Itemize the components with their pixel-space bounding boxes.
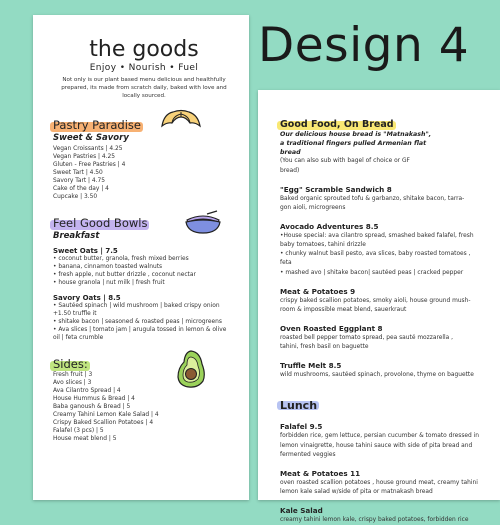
bread-item-name: Truffle Melt 8.5	[280, 361, 342, 371]
bread-items	[280, 185, 488, 381]
side-item: Ava Cilantro Spread | 4	[53, 387, 121, 394]
pastry-item: Cake of the day | 4	[53, 186, 109, 193]
bread-section	[280, 112, 488, 380]
bread-item	[280, 185, 488, 213]
savory-oats-item: +1.50 truffle it	[53, 310, 97, 317]
lunch-item-desc: forbidden rice, gem lettuce, persian cucumber & tomato dressed in	[280, 433, 480, 440]
savory-oats-title: Savory Oats | 8.5	[53, 293, 121, 302]
sides-section	[53, 353, 235, 444]
brand-name: the goods	[89, 37, 199, 62]
lunch-item-desc: lemon kale salad w/side of pita or matnakash bread	[280, 488, 433, 495]
lunch-item-desc: oven roasted scallion potatoes , house ground meat, creamy tahini	[280, 479, 478, 486]
side-item: Avo slices | 3	[53, 379, 92, 386]
bread-item	[280, 324, 488, 352]
design-title: Design 4	[258, 18, 470, 73]
sweet-oats-list	[53, 256, 235, 288]
pastry-item: Gluten - Free Pastries | 4	[53, 162, 126, 169]
bread-subtitle	[280, 131, 488, 157]
bread-note-line: (You can also sub with bagel of choice or GF	[280, 158, 410, 165]
side-item: Creamy Tahini Lemon Kale Salad | 4	[53, 411, 159, 418]
bread-item-desc: roasted bell pepper tomato spread, pea sauté mozzarella ,	[280, 334, 453, 341]
bread-item-name: Meat & Potatoes 9	[280, 286, 356, 296]
lunch-item-desc: creamy tahini lemon kale, crispy baked potatoes, forbidden rice	[280, 517, 469, 524]
lunch-item-name: Kale Salad	[280, 506, 323, 516]
sweet-oats-item: • banana, cinnamon toasted walnuts	[53, 264, 163, 271]
pastry-subtitle: Sweet & Savory	[53, 133, 129, 144]
bowls-section	[53, 212, 235, 343]
pastry-item: Sweet Tart | 4.50	[53, 170, 103, 177]
bread-item-desc: • chunky walnut basil pesto, ava slices, baby roasted tomatoes ,	[280, 251, 471, 258]
lunch-items	[280, 422, 488, 525]
menu-page-left	[33, 15, 249, 500]
lunch-item-name: Meat & Potatoes 11	[280, 468, 361, 478]
side-item: Fresh fruit | 3	[53, 371, 93, 378]
bread-item-name: Oven Roasted Eggplant 8	[280, 323, 383, 333]
bread-subtitle-line: Our delicious house bread is "Matnakash",	[280, 131, 432, 138]
bread-item-desc: feta	[280, 260, 292, 267]
intro-text: Not only is our plant based menu delicious and healthfully prepared, its made from scratch daily, baked with love and locally sourced.	[61, 77, 227, 100]
lunch-item-desc: fermented veggies	[280, 451, 336, 458]
bread-item-name: Avocado Adventures 8.5	[280, 222, 379, 231]
side-item: House Hummus & Bread | 4	[53, 395, 135, 402]
savory-oats-list	[53, 303, 235, 343]
pastry-item: Vegan Croissants | 4.25	[53, 146, 123, 153]
side-item: Falafel (3 pcs) | 5	[53, 427, 104, 434]
sweet-oats-item: • house granola | nut milk | fresh fruit	[53, 280, 165, 287]
pastry-item: Vegan Pastries | 4.25	[53, 154, 116, 161]
tagline: Enjoy • Nourish • Fuel	[89, 63, 199, 73]
lunch-section	[280, 394, 488, 525]
bowls-title: Feel Good Bowls	[53, 216, 148, 231]
lunch-item	[280, 469, 488, 497]
sweet-oats-item: • fresh apple, nut butter drizzle , coconut nectar	[53, 272, 196, 279]
lunch-item-desc: lemon vinaigrette, house tahini sauce with side of pita bread and	[280, 442, 473, 449]
bread-item-desc: baby tomatoes, tahini drizzle	[280, 242, 366, 249]
side-item: Crispy Baked Scallion Potatoes | 4	[53, 419, 154, 426]
bowl-icon	[183, 210, 223, 236]
side-item: House meat blend | 5	[53, 435, 117, 442]
croissant-icon	[159, 108, 203, 134]
lunch-item	[280, 422, 488, 459]
bread-item-desc: room & impossible meat blend, sauerkraut	[280, 306, 407, 313]
pastry-title: Pastry Paradise	[53, 118, 141, 133]
bread-item	[280, 361, 488, 380]
bread-title: Good Food, On Bread	[280, 119, 394, 130]
pastry-item: Cupcake | 3.50	[53, 194, 98, 201]
pastry-list	[53, 146, 235, 202]
bread-item-desc: tahini, fresh basil on baguette	[280, 344, 369, 351]
sides-title: Sides:	[53, 356, 88, 371]
savory-oats-item: • Sautéed spinach | wild mushroom | baked crispy onion	[53, 302, 220, 309]
savory-oats-item: • Ava slices | tomato jam | arugula tossed in lemon & olive	[53, 326, 227, 333]
bread-subtitle-line: a traditional fingers pulled Armenian flat	[280, 139, 427, 147]
bread-item-desc: Baked organic sprouted tofu & garbanzo, shitake bacon, tarra-	[280, 195, 465, 202]
bread-item-desc: gon aioli, microgreens	[280, 204, 346, 211]
avocado-icon	[173, 349, 209, 389]
bread-item-desc: wild mushrooms, sautéed spinach, provolone, thyme on baguette	[280, 372, 474, 379]
bread-item	[280, 222, 488, 278]
savory-oats-item: • shitake bacon | seasoned & roasted peas | microgreens	[53, 318, 222, 325]
bowls-subtitle: Breakfast	[53, 231, 100, 242]
lunch-item-name: Falafel 9.5	[280, 422, 323, 432]
menu-page-right	[258, 90, 500, 524]
sweet-oats-item: • coconut butter, granola, fresh mixed berries	[53, 256, 189, 263]
lunch-item	[280, 506, 488, 525]
sweet-oats-title: Sweet Oats | 7.5	[53, 247, 118, 256]
bread-subtitle-line: bread	[280, 148, 301, 156]
bread-item-desc: crispy baked scallion potatoes, smoky aioli, house ground mush-	[280, 297, 471, 304]
bread-item-desc: • mashed avo | shitake bacon| sautéed peas | cracked pepper	[280, 269, 464, 276]
bread-item-name: "Egg" Scramble Sandwich 8	[280, 184, 392, 194]
bread-item-desc: •House special: ava cilantro spread, smashed baked falafel, fresh	[280, 233, 474, 239]
pastry-section	[53, 114, 235, 202]
side-item: Baba ganoush & Bread | 5	[53, 403, 131, 410]
bread-note-line: bread)	[280, 167, 300, 174]
bread-item	[280, 287, 488, 315]
savory-oats-item: oil | feta crumble	[53, 334, 104, 341]
lunch-title: Lunch	[280, 399, 318, 413]
pastry-item: Savory Tart | 4.75	[53, 178, 106, 185]
bread-note	[280, 157, 488, 175]
